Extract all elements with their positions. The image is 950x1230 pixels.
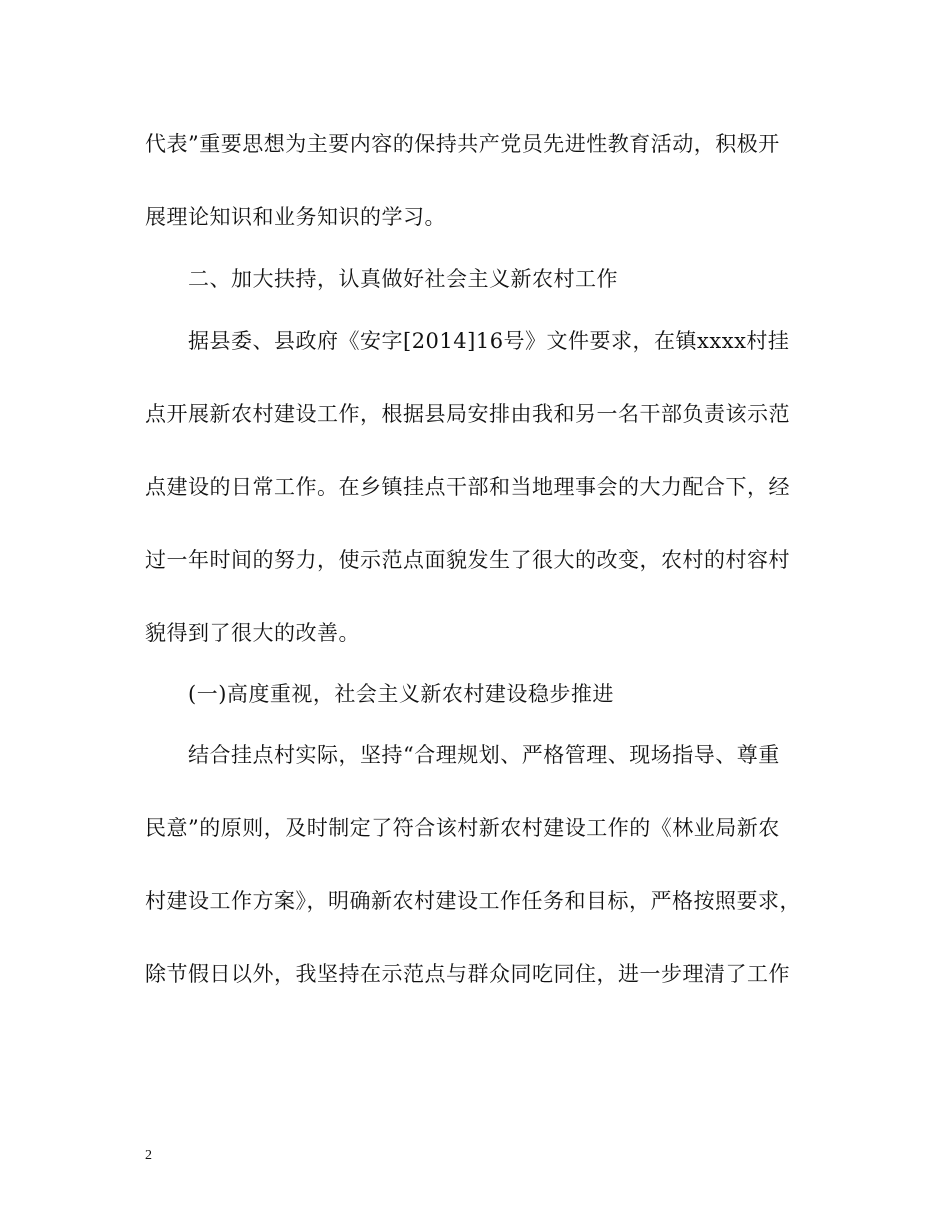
text-line-13: 除节假日以外，我坚持在示范点与群众同吃同住，进一步理清了工作: [145, 962, 790, 986]
text-line-4: 据县委、县政府《安字[2014]16号》文件要求，在镇xxxx村挂: [188, 329, 790, 353]
text-line-5: 点开展新农村建设工作，根据县局安排由我和另一名干部负责该示范: [145, 402, 790, 426]
text-line-6: 点建设的日常工作。在乡镇挂点干部和当地理事会的大力配合下，经: [145, 475, 790, 499]
text-line-12: 村建设工作方案》，明确新农村建设工作任务和目标，严格按照要求，: [145, 889, 801, 913]
text-line-10: 结合挂点村实际，坚持“合理规划、严格管理、现场指导、尊重: [188, 743, 780, 767]
text-line-11: 民意”的原则，及时制定了符合该村新农村建设工作的《林业局新农: [145, 816, 780, 840]
page-number: 2: [145, 1148, 152, 1163]
text-line-1: 代表”重要思想为主要内容的保持共产党员先进性教育活动，积极开: [145, 132, 780, 156]
text-line-7: 过一年时间的努力，使示范点面貌发生了很大的改变，农村的村容村: [145, 548, 790, 572]
subsection-heading-1: (一)高度重视，社会主义新农村建设稳步推进: [188, 682, 614, 706]
text-line-2: 展理论知识和业务知识的学习。: [145, 205, 446, 229]
text-line-8: 貌得到了很大的改善。: [145, 621, 360, 645]
section-heading-2: 二、加大扶持，认真做好社会主义新农村工作: [188, 267, 618, 291]
